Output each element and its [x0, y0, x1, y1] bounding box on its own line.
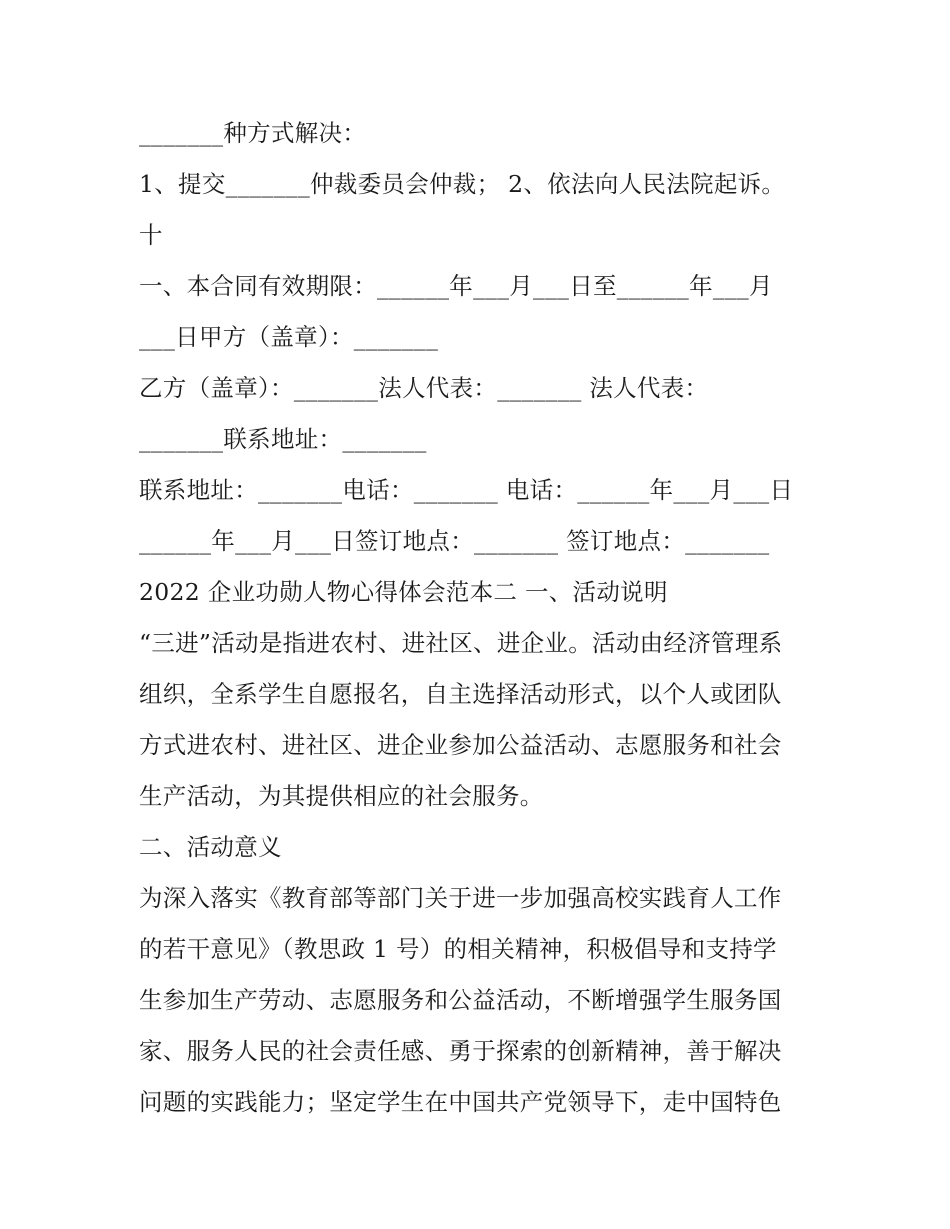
text-line: 生参加生产劳动、志愿服务和公益活动，不断增强学生服务国 — [139, 986, 782, 1014]
text-line: 为深入落实《教育部等部门关于进一步加强高校实践育人工作 — [139, 884, 782, 912]
text-line: 家、服务人民的社会责任感、勇于探索的创新精神，善于解决 — [139, 1037, 782, 1065]
text-line: 乙方（盖章）：_______法人代表：_______ 法人代表： — [139, 374, 709, 402]
section-heading: 二、活动意义 — [139, 833, 282, 861]
document-body — [139, 108, 819, 1128]
text-line: 的若干意见》（教思政 1 号）的相关精神，积极倡导和支持学 — [139, 935, 777, 963]
text-line: 方式进农村、进社区、进企业参加公益活动、志愿服务和社会 — [139, 731, 782, 759]
text-line: 联系地址：_______电话：_______ 电话：______年___月___日 — [139, 476, 794, 504]
text-line: _______联系地址：_______ — [139, 425, 427, 453]
text-line: 一、本合同有效期限：______年___月___日至______年___月 — [139, 272, 773, 300]
text-line: ___日甲方（盖章）：_______ — [139, 323, 439, 351]
text-line: 组织，全系学生自愿报名，自主选择活动形式，以个人或团队 — [139, 680, 782, 708]
text-line: ______年___月___日签订地点：_______ 签订地点：_______ — [139, 527, 770, 555]
text-line: 问题的实践能力；坚定学生在中国共产党领导下，走中国特色 — [139, 1088, 782, 1116]
text-line: 1、提交_______仲裁委员会仲裁； 2、依法向人民法院起诉。 — [139, 170, 786, 198]
text-line: 十 — [139, 221, 163, 249]
text-line: “三进”活动是指进农村、进社区、进企业。活动由经济管理系 — [139, 629, 783, 657]
text-line: _______种方式解决： — [139, 119, 367, 147]
section-heading: 2022 企业功勋人物心得体会范本二 一、活动说明 — [139, 578, 668, 606]
text-line: 生产活动，为其提供相应的社会服务。 — [139, 782, 544, 810]
